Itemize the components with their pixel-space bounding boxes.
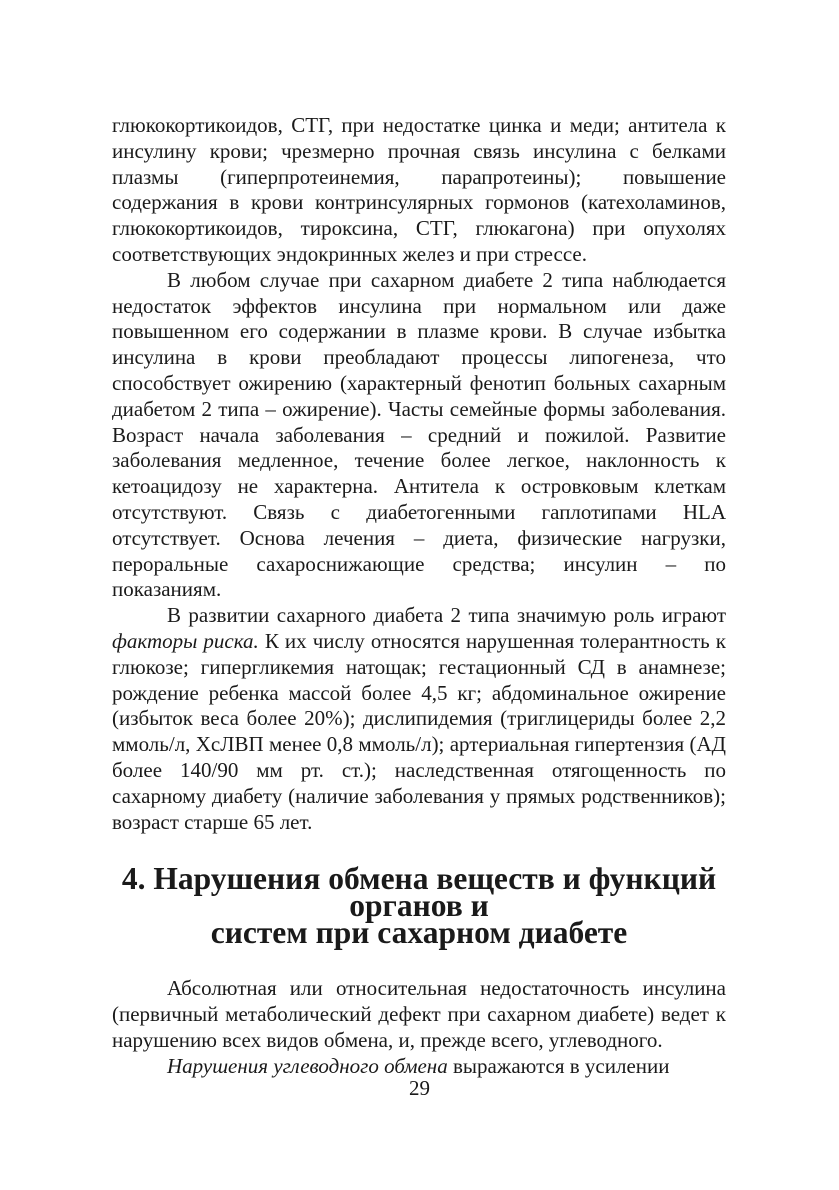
risk-factors-emphasis: факторы риска.: [112, 628, 259, 653]
paragraph-3: [112, 603, 726, 835]
paragraph-2: В любом случае при сахарном диабете 2 типа наблюдается недостаток эффектов инсулина при нормальном или даже повышенном его содержании в плазме крови. В случае избытка инсулина в крови преобладают процессы липогенеза, что способствует ожирению (характерный фенотип больных сахарным диабетом 2 типа – ожирение). Часты семейные формы заболевания. Возраст начала заболевания – средний и пожилой. Развитие заболевания медленное, течение более легкое, наклонность к кетоацидозу не характерна. Антитела к островковым клеткам отсутствуют. Связь с диабетогенными гаплотипами HLA отсутствует. Основа лечения – диета, физические нагрузки, пероральные сахароснижающие средства; инсулин – по показаниям.: [112, 267, 726, 602]
carbohydrate-emphasis: Нарушения углеводного обмена: [167, 1053, 448, 1078]
paragraph-3-rest: К их числу относятся нарушенная толерантность к глюкозе; гипергликемия натощак; гестационный СД в анамнезе; рождение ребенка массой более 4,5 кг; абдоминальное ожирение (избыток веса более 20%); дислипидемия (триглицериды более 2,2 ммоль/л, ХсЛВП менее 0,8 ммоль/л); артериальная гипертензия (АД более 140/90 мм рт. ст.); наследственная отягощенность по сахарному диабету (наличие заболевания у прямых родственников); возраст старше 65 лет.: [112, 628, 726, 834]
paragraph-1: глюкокортикоидов, СТГ, при недостатке цинка и меди; антитела к инсулину крови; чрезмерно прочная связь инсулина с белками плазмы (гиперпротеинемия, парапротеины); повышение содержания в крови контринсулярных гормонов (катехоламинов, глюкокортикоидов, тироксина, СТГ, глюкагона) при опухолях соответствующих эндокринных желез и при стрессе.: [112, 113, 726, 266]
section-heading: [112, 861, 726, 951]
section-heading-line-1: 4. Нарушения обмена веществ и функций органов и: [121, 861, 717, 924]
paragraph-4: Абсолютная или относительная недостаточность инсулина (первичный метаболический дефект при сахарном диабете) ведет к нарушению всех видов обмена, и, прежде всего, углеводного.: [112, 976, 726, 1052]
page-number: 29: [409, 1076, 430, 1100]
document-page: [112, 113, 726, 1080]
paragraph-5-rest: выражаются в усилении: [447, 1053, 670, 1078]
paragraph-3-lead: В развитии сахарного диабета 2 типа значимую роль играют: [167, 603, 726, 628]
section-heading-line-2: систем при сахарном диабете: [210, 915, 628, 951]
